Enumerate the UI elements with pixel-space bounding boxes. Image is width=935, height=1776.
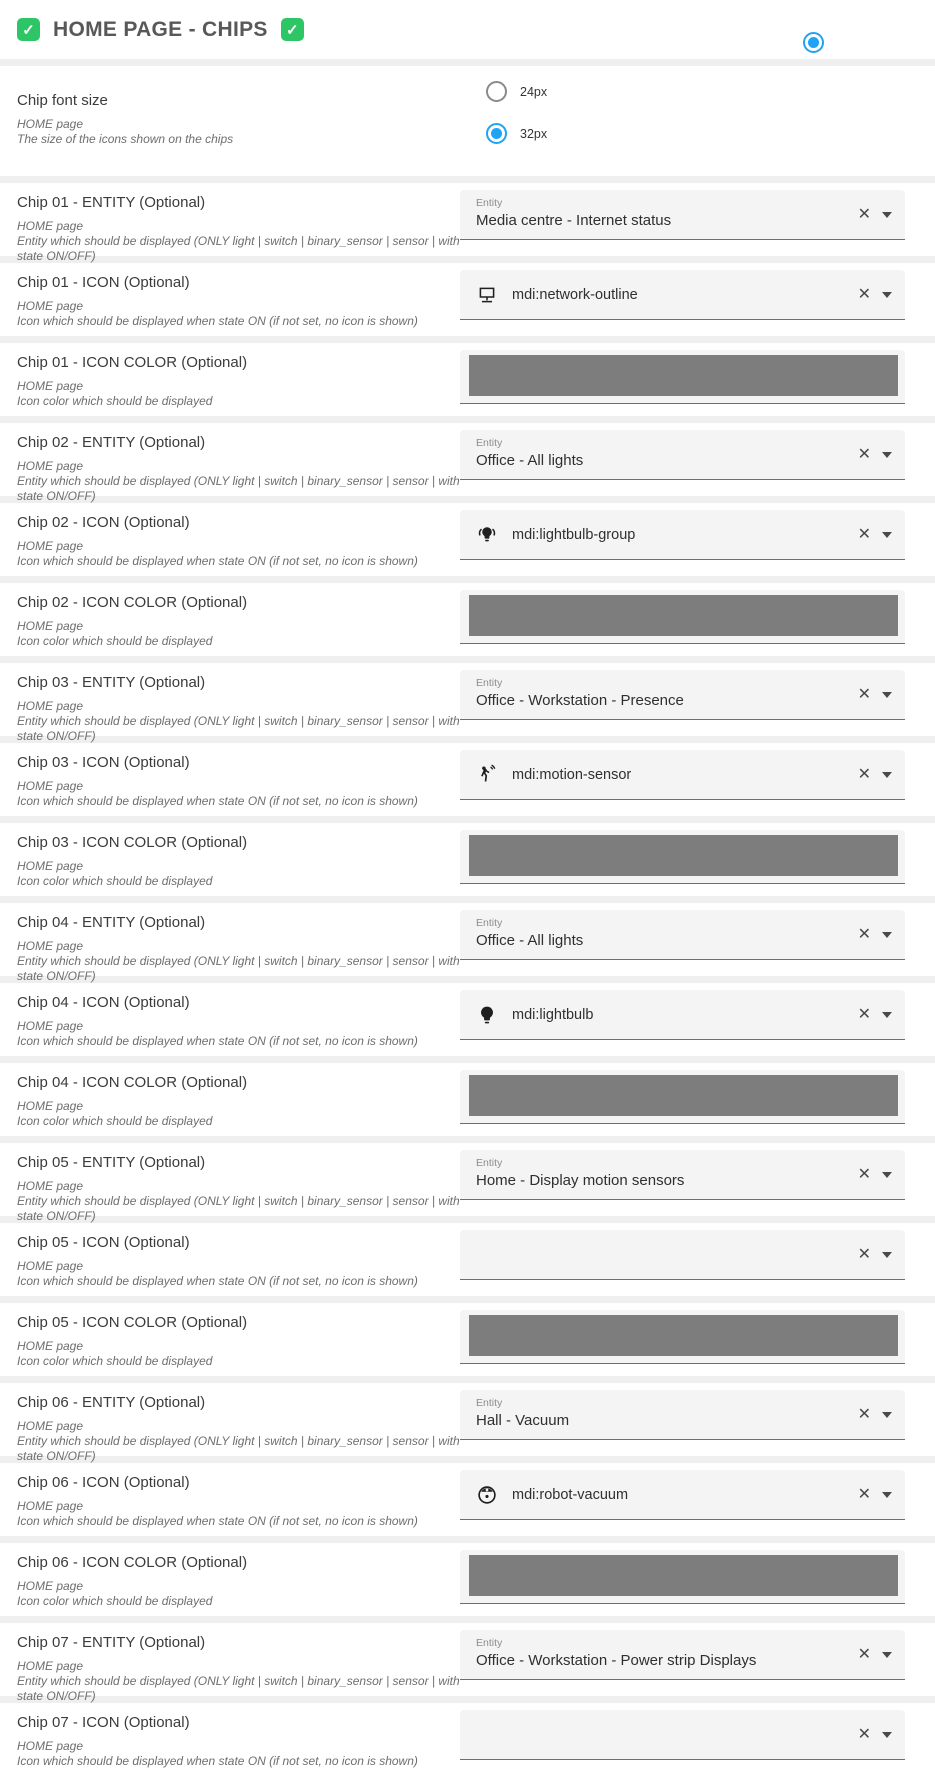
icon-color-field[interactable] [460, 1310, 905, 1364]
row-title: Chip 02 - ICON COLOR (Optional) [17, 594, 248, 611]
icon-select-field-empty[interactable] [460, 1710, 905, 1760]
row-divider [0, 816, 935, 823]
row-subtitle: HOME page [17, 299, 84, 313]
entity-select-field[interactable] [460, 190, 905, 240]
radio-icon[interactable] [486, 81, 507, 102]
chip-02-icon-color-row [0, 583, 935, 656]
radio-label: 32px [520, 126, 548, 141]
row-divider [0, 176, 935, 183]
row-subtitle: HOME page [17, 1579, 84, 1593]
field-value: mdi:lightbulb [512, 1006, 594, 1023]
row-divider [0, 416, 935, 423]
clear-icon[interactable]: ✕ [857, 1245, 871, 1263]
icon-color-field[interactable] [460, 1550, 905, 1604]
page-header [0, 0, 935, 59]
field-value: mdi:robot-vacuum [512, 1486, 629, 1503]
row-subtitle: HOME page [17, 1739, 84, 1753]
chip-06-icon-color-row [0, 1543, 935, 1616]
row-title: Chip 03 - ICON COLOR (Optional) [17, 834, 248, 851]
row-divider [0, 896, 935, 903]
row-divider [0, 59, 935, 66]
row-subtitle: HOME page [17, 117, 84, 131]
clear-icon[interactable]: ✕ [857, 1005, 871, 1023]
row-title: Chip 04 - ICON (Optional) [17, 994, 190, 1011]
dropdown-arrow-icon[interactable] [882, 212, 892, 223]
row-title: Chip 02 - ICON (Optional) [17, 514, 190, 531]
radio-option-32px[interactable] [486, 123, 922, 144]
network-outline-icon [476, 284, 498, 306]
header-radio-selected[interactable] [803, 32, 824, 53]
row-divider [0, 336, 935, 343]
row-description: Icon which should be displayed when state ON (if not set, no icon is shown) [17, 1034, 418, 1048]
color-swatch[interactable] [469, 1555, 898, 1596]
color-swatch[interactable] [469, 1315, 898, 1356]
row-title: Chip 01 - ICON (Optional) [17, 274, 190, 291]
row-divider [0, 1536, 935, 1543]
dropdown-arrow-icon[interactable] [882, 292, 892, 303]
lightbulb-icon [476, 1004, 498, 1026]
field-value: mdi:network-outline [512, 286, 638, 303]
chip-07-icon-row [0, 1703, 935, 1776]
chip-03-icon-row [0, 743, 935, 816]
field-label: Entity [476, 1637, 503, 1649]
field-value: mdi:lightbulb-group [512, 526, 636, 543]
motion-sensor-icon [476, 764, 498, 786]
row-subtitle: HOME page [17, 539, 84, 553]
icon-select-field[interactable] [460, 1470, 905, 1520]
row-title: Chip 01 - ICON COLOR (Optional) [17, 354, 248, 371]
row-description: Entity which should be displayed (ONLY light | switch | binary_sensor | sensor | with state ON/OFF) [17, 954, 460, 983]
icon-select-field[interactable] [460, 990, 905, 1040]
icon-select-field[interactable] [460, 510, 905, 560]
color-swatch[interactable] [469, 355, 898, 396]
clear-icon[interactable]: ✕ [857, 685, 871, 703]
entity-select-field[interactable] [460, 1390, 905, 1440]
chip-06-entity-row [0, 1383, 935, 1463]
color-swatch[interactable] [469, 595, 898, 636]
check-mark-icon: ✓ [17, 18, 40, 41]
entity-select-field[interactable] [460, 430, 905, 480]
row-title: Chip font size [17, 92, 108, 109]
field-value: Office - Workstation - Power strip Displays [476, 1652, 757, 1669]
clear-icon[interactable]: ✕ [857, 1485, 871, 1503]
row-subtitle: HOME page [17, 1419, 84, 1433]
row-subtitle: HOME page [17, 1019, 84, 1033]
radio-label: 24px [520, 84, 548, 99]
row-description: Icon color which should be displayed [17, 1354, 213, 1368]
clear-icon[interactable]: ✕ [857, 525, 871, 543]
row-divider [0, 576, 935, 583]
row-description: Icon which should be displayed when state ON (if not set, no icon is shown) [17, 1274, 418, 1288]
row-title: Chip 05 - ICON COLOR (Optional) [17, 1314, 248, 1331]
row-subtitle: HOME page [17, 1179, 84, 1193]
field-value: Office - Workstation - Presence [476, 692, 684, 709]
chip-07-entity-row [0, 1623, 935, 1703]
dropdown-arrow-icon[interactable] [882, 932, 892, 943]
chip-05-icon-row [0, 1223, 935, 1296]
clear-icon[interactable]: ✕ [857, 765, 871, 783]
row-description: Icon which should be displayed when state ON (if not set, no icon is shown) [17, 1754, 418, 1768]
icon-color-field[interactable] [460, 1070, 905, 1124]
row-divider [0, 656, 935, 663]
clear-icon[interactable]: ✕ [857, 205, 871, 223]
radio-option-24px[interactable] [486, 81, 922, 102]
field-value: mdi:motion-sensor [512, 766, 632, 783]
lightbulb-group-icon [476, 524, 498, 546]
row-description: Icon which should be displayed when state ON (if not set, no icon is shown) [17, 1514, 418, 1528]
clear-icon[interactable]: ✕ [857, 925, 871, 943]
row-title: Chip 06 - ENTITY (Optional) [17, 1394, 206, 1411]
dropdown-arrow-icon[interactable] [882, 772, 892, 783]
row-description: Icon color which should be displayed [17, 394, 213, 408]
chip-05-entity-row [0, 1143, 935, 1223]
row-subtitle: HOME page [17, 1659, 84, 1673]
row-description: The size of the icons shown on the chips [17, 132, 234, 146]
field-value: Office - All lights [476, 452, 584, 469]
page-title: HOME PAGE - CHIPS [53, 17, 268, 41]
row-divider [0, 1616, 935, 1623]
clear-icon[interactable]: ✕ [857, 285, 871, 303]
row-description: Icon which should be displayed when state ON (if not set, no icon is shown) [17, 314, 418, 328]
chip-01-icon-row [0, 263, 935, 336]
row-subtitle: HOME page [17, 779, 84, 793]
chip-font-size-row [0, 66, 935, 176]
icon-select-field[interactable] [460, 270, 905, 320]
row-divider [0, 1136, 935, 1143]
row-subtitle: HOME page [17, 1259, 84, 1273]
chip-02-icon-row [0, 503, 935, 576]
row-title: Chip 06 - ICON COLOR (Optional) [17, 1554, 248, 1571]
dropdown-arrow-icon[interactable] [882, 1012, 892, 1023]
row-description: Icon which should be displayed when state ON (if not set, no icon is shown) [17, 554, 418, 568]
radio-selected-icon[interactable] [486, 123, 507, 144]
row-title: Chip 01 - ENTITY (Optional) [17, 194, 206, 211]
field-label: Entity [476, 197, 503, 209]
row-divider [0, 1376, 935, 1383]
entity-select-field[interactable] [460, 910, 905, 960]
row-description: Icon color which should be displayed [17, 634, 213, 648]
dropdown-arrow-icon[interactable] [882, 1652, 892, 1663]
field-label: Entity [476, 677, 503, 689]
field-label: Entity [476, 917, 503, 929]
row-title: Chip 02 - ENTITY (Optional) [17, 434, 206, 451]
field-value: Media centre - Internet status [476, 212, 672, 229]
font-size-radio-group [460, 66, 922, 144]
chip-04-icon-row [0, 983, 935, 1056]
row-divider [0, 1296, 935, 1303]
row-description: Entity which should be displayed (ONLY light | switch | binary_sensor | sensor | with state ON/OFF) [17, 234, 460, 263]
dropdown-arrow-icon[interactable] [882, 1732, 892, 1743]
robot-vacuum-icon [476, 1484, 498, 1506]
clear-icon[interactable]: ✕ [857, 1405, 871, 1423]
field-label: Entity [476, 437, 503, 449]
chip-04-entity-row [0, 903, 935, 983]
row-subtitle: HOME page [17, 939, 84, 953]
chip-02-entity-row [0, 423, 935, 503]
entity-select-field[interactable] [460, 1630, 905, 1680]
row-title: Chip 07 - ENTITY (Optional) [17, 1634, 206, 1651]
row-description: Entity which should be displayed (ONLY light | switch | binary_sensor | sensor | with state ON/OFF) [17, 1194, 460, 1223]
row-subtitle: HOME page [17, 379, 84, 393]
row-subtitle: HOME page [17, 219, 84, 233]
chip-04-icon-color-row [0, 1063, 935, 1136]
icon-color-field[interactable] [460, 350, 905, 404]
row-description: Entity which should be displayed (ONLY light | switch | binary_sensor | sensor | with state ON/OFF) [17, 474, 460, 503]
row-title: Chip 06 - ICON (Optional) [17, 1474, 190, 1491]
chip-03-icon-color-row [0, 823, 935, 896]
field-value: Home - Display motion sensors [476, 1172, 685, 1189]
check-mark-icon: ✓ [281, 18, 304, 41]
row-title: Chip 04 - ENTITY (Optional) [17, 914, 206, 931]
row-subtitle: HOME page [17, 1099, 84, 1113]
row-title: Chip 05 - ENTITY (Optional) [17, 1154, 206, 1171]
entity-select-field[interactable] [460, 670, 905, 720]
clear-icon[interactable]: ✕ [857, 1645, 871, 1663]
dropdown-arrow-icon[interactable] [882, 1172, 892, 1183]
row-description: Entity which should be displayed (ONLY light | switch | binary_sensor | sensor | with state ON/OFF) [17, 1674, 460, 1703]
row-description: Entity which should be displayed (ONLY light | switch | binary_sensor | sensor | with state ON/OFF) [17, 714, 460, 743]
row-divider [0, 1056, 935, 1063]
dropdown-arrow-icon[interactable] [882, 452, 892, 463]
row-subtitle: HOME page [17, 1499, 84, 1513]
clear-icon[interactable]: ✕ [857, 1725, 871, 1743]
row-subtitle: HOME page [17, 699, 84, 713]
color-swatch[interactable] [469, 1075, 898, 1116]
clear-icon[interactable]: ✕ [857, 1165, 871, 1183]
chip-03-entity-row [0, 663, 935, 743]
row-title: Chip 03 - ICON (Optional) [17, 754, 190, 771]
entity-select-field[interactable] [460, 1150, 905, 1200]
dropdown-arrow-icon[interactable] [882, 1492, 892, 1503]
row-subtitle: HOME page [17, 459, 84, 473]
row-title: Chip 05 - ICON (Optional) [17, 1234, 190, 1251]
row-description: Icon color which should be displayed [17, 1594, 213, 1608]
icon-select-field[interactable] [460, 750, 905, 800]
field-label: Entity [476, 1157, 503, 1169]
chip-06-icon-row [0, 1463, 935, 1536]
dropdown-arrow-icon[interactable] [882, 692, 892, 703]
clear-icon[interactable]: ✕ [857, 445, 871, 463]
row-description: Entity which should be displayed (ONLY light | switch | binary_sensor | sensor | with state ON/OFF) [17, 1434, 460, 1463]
dropdown-arrow-icon[interactable] [882, 532, 892, 543]
row-subtitle: HOME page [17, 619, 84, 633]
field-value: Hall - Vacuum [476, 1412, 570, 1429]
row-description: Icon color which should be displayed [17, 874, 213, 888]
chip-01-icon-color-row [0, 343, 935, 416]
row-title: Chip 03 - ENTITY (Optional) [17, 674, 206, 691]
icon-select-field-empty[interactable] [460, 1230, 905, 1280]
field-value: Office - All lights [476, 932, 584, 949]
dropdown-arrow-icon[interactable] [882, 1252, 892, 1263]
row-description: Icon color which should be displayed [17, 1114, 213, 1128]
chip-05-icon-color-row [0, 1303, 935, 1376]
field-label: Entity [476, 1397, 503, 1409]
icon-color-field[interactable] [460, 590, 905, 644]
row-description: Icon which should be displayed when state ON (if not set, no icon is shown) [17, 794, 418, 808]
row-title: Chip 07 - ICON (Optional) [17, 1714, 190, 1731]
row-title: Chip 04 - ICON COLOR (Optional) [17, 1074, 248, 1091]
row-subtitle: HOME page [17, 859, 84, 873]
color-swatch[interactable] [469, 835, 898, 876]
row-subtitle: HOME page [17, 1339, 84, 1353]
dropdown-arrow-icon[interactable] [882, 1412, 892, 1423]
chip-01-entity-row [0, 183, 935, 263]
icon-color-field[interactable] [460, 830, 905, 884]
